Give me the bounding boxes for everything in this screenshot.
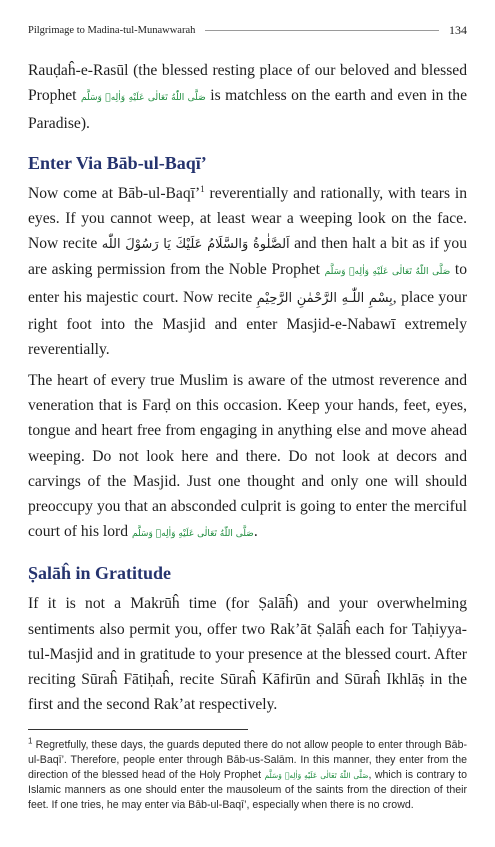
baqi-text-e: , place your right foot into the Masjid and enter Masjid-e-Nabawī extremely reverentially. [28, 289, 468, 358]
footnote-marker: 1 [28, 736, 33, 746]
arabic-salat: اَلصَّلٰوةُ وَالسَّلَامُ عَلَيْكَ يَا رَسُوْلَ اللّٰه [101, 237, 290, 253]
baqi-text-a: Now come at Bāb-ul-Baqī’ [28, 184, 201, 202]
footnote-reference[interactable]: 1 [200, 183, 205, 194]
baqi-text-c: and then halt a bit as if you are asking permission from the Noble Prophet [28, 235, 467, 279]
footnote-text-b: , which is contrary to Islamic manners as one should enter the mausoleum of the saints from the direction of their feet. If one tries, he may enter via Bāb-ul-Baqī’, especially when there is no crowd. [28, 768, 467, 811]
footnote-text-a: Regretfully, these days, the guards deputed there do not allow people to enter through Bāb-ul-Baqī’. Therefore, people enter through Bāb-us-Salām. In this manner, they enter from the direction of the blessed head of the Holy Prophet [28, 739, 467, 781]
running-title: Pilgrimage to Madina-tul-Munawwarah [28, 24, 196, 36]
section-heading-salah: Ṣalāĥ in Gratitude [28, 563, 172, 584]
baqi-p2-text-b: . [253, 523, 258, 541]
header-rule [205, 30, 439, 31]
footnote [28, 738, 467, 812]
section-heading-baqi: Enter Via Bāb-ul-Baqī’ [28, 152, 207, 173]
footnote-divider [28, 729, 248, 730]
intro-text-b: is matchless on the earth and even in the Paradise). [28, 87, 467, 133]
honorific-calligraphy: صَلَّى اللّٰهُ تَعَالٰى عَلَيْهِ وَاٰلِهٖ وَسَلَّم [324, 267, 451, 278]
honorific-calligraphy: صَلَّى اللّٰهُ تَعَالٰى عَلَيْهِ وَاٰلِهٖ وَسَلَّم [264, 770, 369, 780]
honorific-calligraphy: صَلَّى اللّٰهُ تَعَالٰى عَلَيْهِ وَاٰلِهٖ وَسَلَّم [131, 529, 254, 540]
arabic-bismillah: بِسْمِ اللّٰـهِ الرَّحْمٰنِ الرَّحِيْمِ [256, 291, 393, 307]
baqi-text-d: to enter his majestic court. Now recite [28, 261, 467, 307]
page-number: 134 [449, 22, 467, 37]
intro-text-a: Rauḍaĥ-e-Rasūl (the blessed resting place of our beloved and blessed Prophet [28, 62, 467, 105]
baqi-paragraph-2 [28, 368, 467, 547]
page-header [28, 20, 467, 40]
baqi-paragraph-1 [28, 181, 467, 362]
baqi-text-b: reverentially and rationally, with tears in eyes. If you cannot weep, at least wear a weeping look on the face. Now recite [28, 184, 467, 253]
page-content [28, 58, 467, 812]
honorific-calligraphy: صَلَّى اللّٰهُ تَعَالٰى عَلَيْهِ وَاٰلِهٖ وَسَلَّم [81, 93, 206, 104]
salah-paragraph: If it is not a Makrūĥ time (for Ṣalāĥ) and your overwhelming sentiments also permit you, offer two Rak’āt Ṣalāĥ each for Taḥiyya-tul-Masjid and in gratitude to your presence at the blessed court. After reciting Sūraĥ Fātiḥaĥ, recite Sūraĥ Kāfirūn and Sūraĥ Ikhlāṣ in the first and the second Rak’at respectively. [28, 595, 467, 714]
baqi-p2-text-a: The heart of every true Muslim is aware of the utmost reverence and veneration that is Farḍ on this occasion. Keep your hands, feet, eyes, tongue and heart free from engaging in anything else and move ahead weeping. Do not look here and there. Do not look at decors and carvings of the Masjid. Just one thought and only one will should preoccupy you that an absconded culprit is going to enter the merciful court of his lord [28, 372, 467, 541]
intro-paragraph [28, 58, 467, 137]
